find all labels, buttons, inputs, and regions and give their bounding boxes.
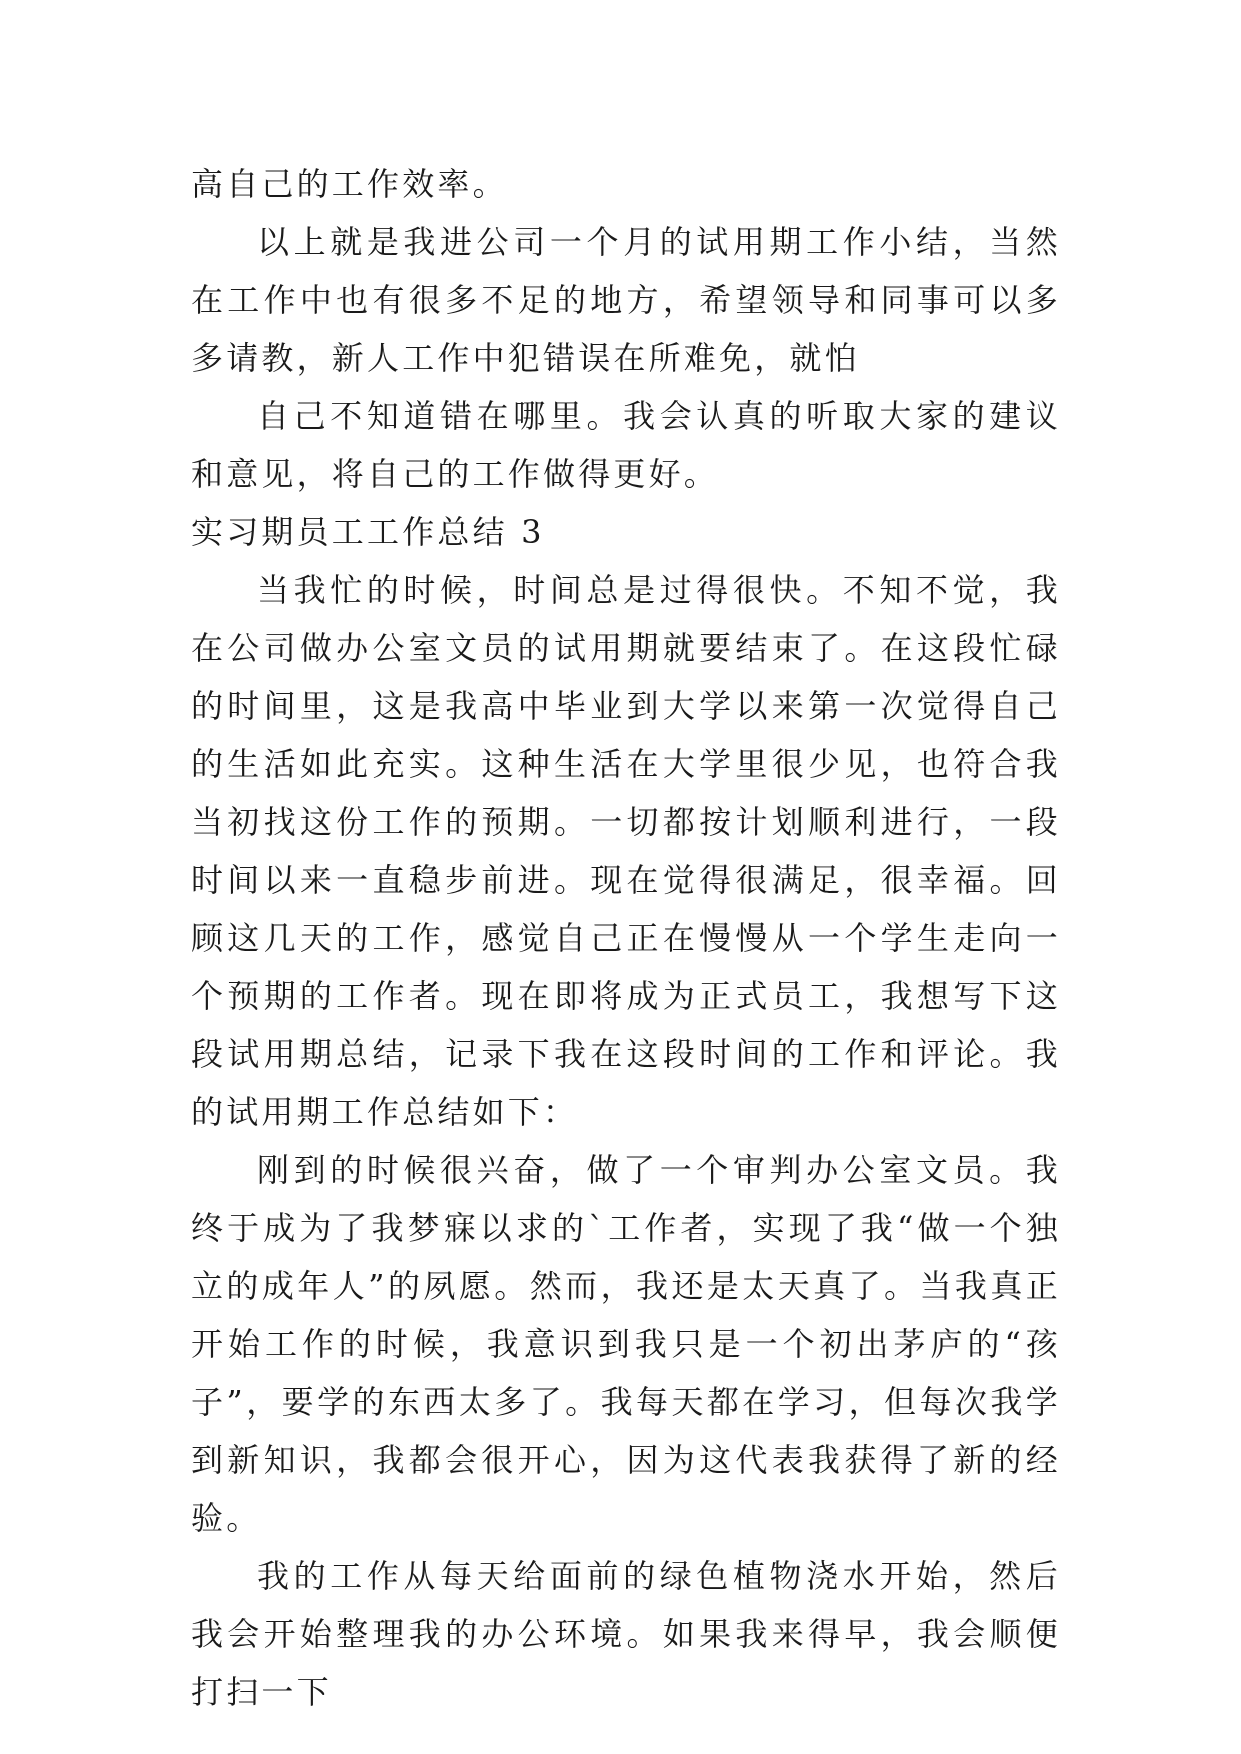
paragraph-2: 以上就是我进公司一个月的试用期工作小结，当然在工作中也有很多不足的地方，希望领导和同事可以多多请教，新人工作中犯错误在所难免，就怕	[191, 223, 1061, 377]
paragraph-1: 高自己的工作效率。	[191, 165, 508, 203]
section-heading: 实习期员工工作总结 3	[191, 513, 545, 551]
paragraph-3: 自己不知道错在哪里。我会认真的听取大家的建议和意见，将自己的工作做得更好。	[191, 397, 1061, 493]
section-paragraph-1: 当我忙的时候，时间总是过得很快。不知不觉，我在公司做办公室文员的试用期就要结束了。在这段忙碌的时间里，这是我高中毕业到大学以来第一次觉得自己的生活如此充实。这种生活在大学里很少见，也符合我当初找这份工作的预期。一切都按计划顺利进行，一段时间以来一直稳步前进。现在觉得很满足，很幸福。回顾这几天的工作，感觉自己正在慢慢从一个学生走向一个预期的工作者。现在即将成为正式员工，我想写下这段试用期总结，记录下我在这段时间的工作和评论。我的试用期工作总结如下：	[191, 571, 1061, 1131]
document-body	[191, 155, 1061, 1721]
section-paragraph-3: 我的工作从每天给面前的绿色植物浇水开始，然后我会开始整理我的办公环境。如果我来得早，我会顺便打扫一下	[191, 1557, 1061, 1711]
section-paragraph-2: 刚到的时候很兴奋，做了一个审判办公室文员。我终于成为了我梦寐以求的`工作者，实现了我“做一个独立的成年人”的夙愿。然而，我还是太天真了。当我真正开始工作的时候，我意识到我只是一个初出茅庐的“孩子”，要学的东西太多了。我每天都在学习，但每次我学到新知识，我都会很开心，因为这代表我获得了新的经验。	[191, 1151, 1061, 1537]
